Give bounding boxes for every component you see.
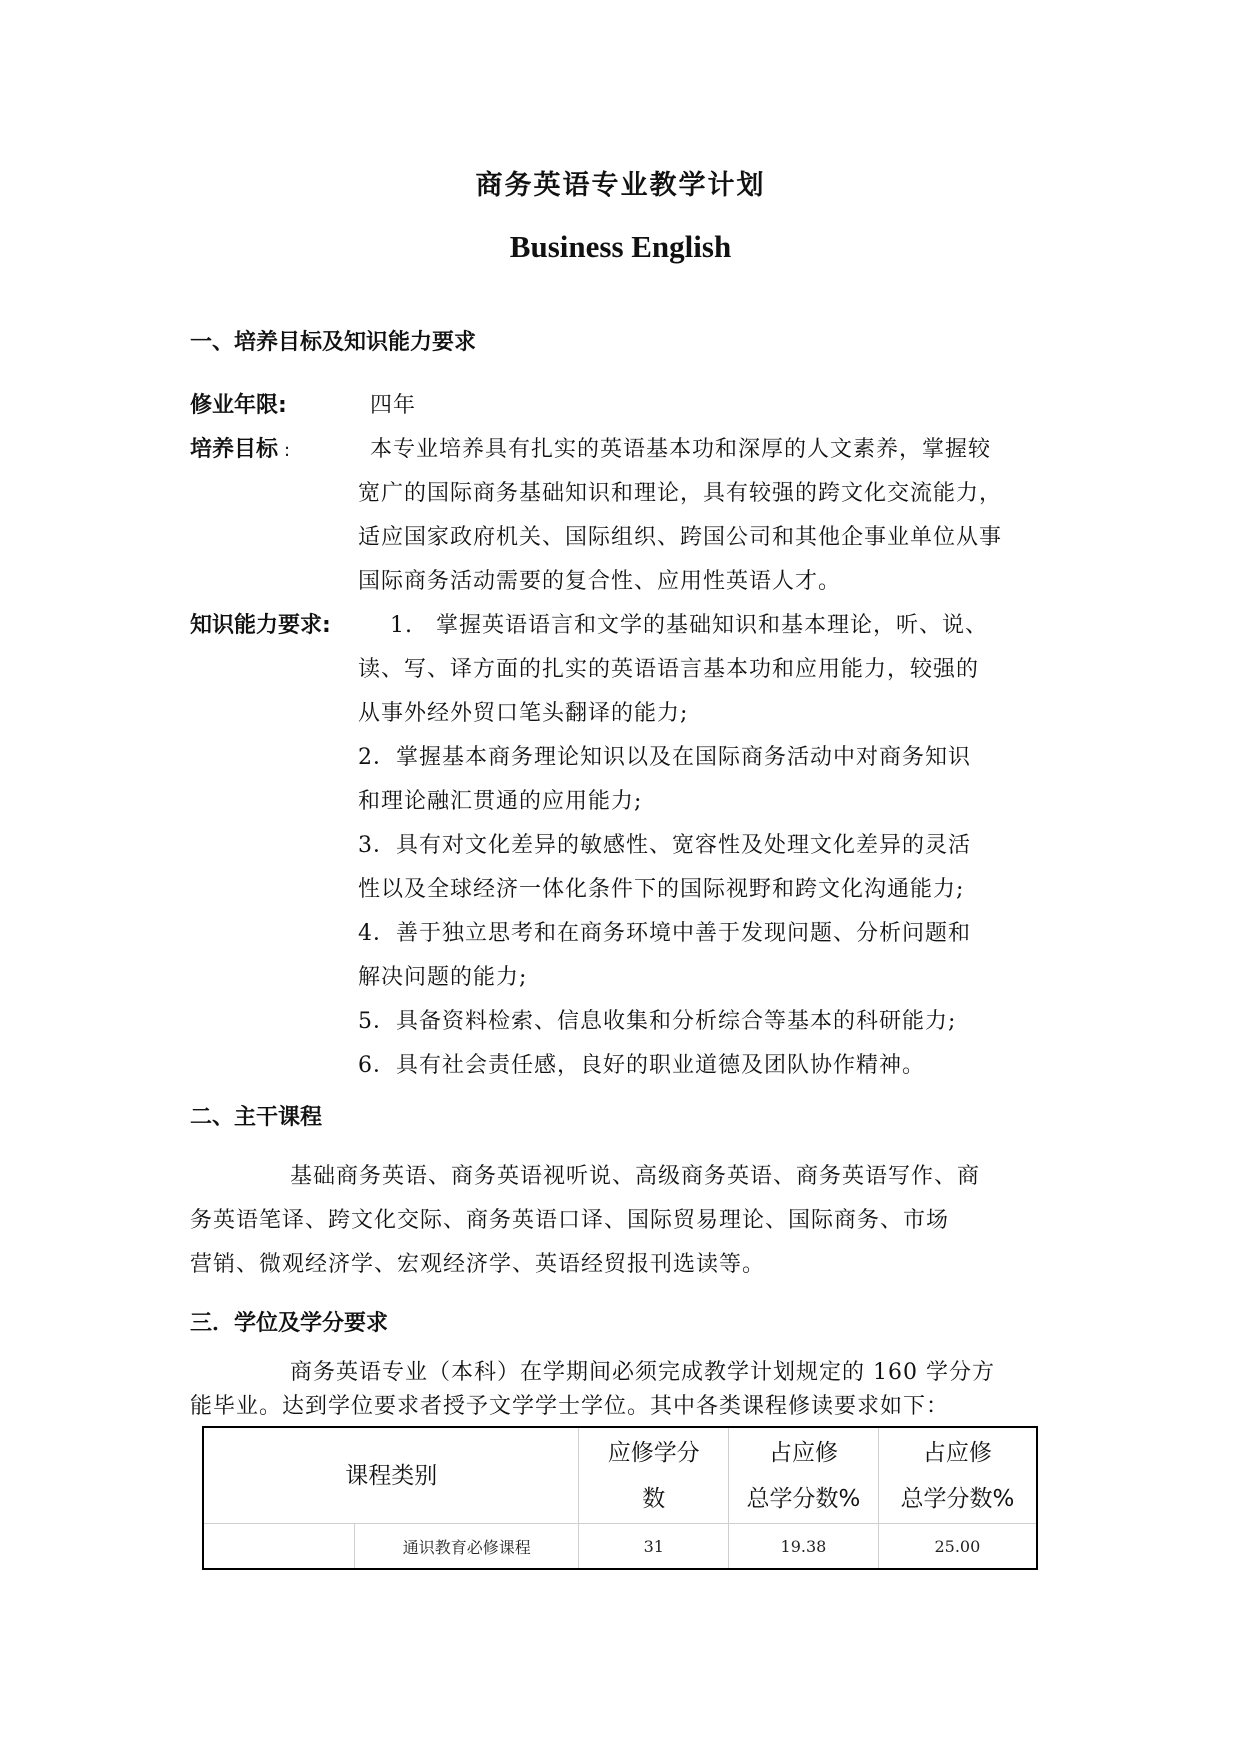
degree-line: 能毕业。达到学位要求者授予文学学士学位。其中各类课程修读要求如下： (190, 1394, 950, 1419)
course-line: 营销、微观经济学、宏观经济学、英语经贸报刊选读等。 (190, 1252, 766, 1277)
table-cell-credits: 31 (579, 1524, 729, 1570)
goal-line: 宽广的国际商务基础知识和理论，具有较强的跨文化交流能力， (358, 481, 1003, 506)
requirement-line: 6．具有社会责任感，良好的职业道德及团队协作精神。 (358, 1053, 925, 1078)
table-cell-pct-a: 19.38 (729, 1524, 879, 1570)
requirement-line: 1. 掌握英语语言和文学的基础知识和基本理论，听、说、 (390, 613, 988, 638)
table-cell-group (203, 1524, 355, 1570)
requirement-line: 读、写、译方面的扎实的英语语言基本功和应用能力，较强的 (358, 657, 980, 682)
course-line: 务英语笔译、跨文化交际、商务英语口译、国际贸易理论、国际商务、市场 (190, 1208, 950, 1233)
header-credits-line1: 应修学分 (607, 1439, 700, 1466)
table-cell-pct-b: 25.00 (878, 1524, 1037, 1570)
header-pct-a-line2: 总学分数% (746, 1485, 861, 1512)
header-pct-a (729, 1427, 879, 1524)
document-title-en: Business English (509, 229, 732, 264)
table-header-row (203, 1427, 1037, 1524)
goal-line: 本专业培养具有扎实的英语基本功和深厚的人文素养，掌握较 (370, 437, 992, 462)
duration-label: 修业年限: (190, 393, 287, 418)
duration-value: 四年 (370, 393, 417, 418)
requirement-line: 和理论融汇贯通的应用能力; (358, 789, 643, 814)
table-row (203, 1524, 1037, 1570)
section1-heading: 一、培养目标及知识能力要求 (190, 330, 477, 355)
requirement-line: 4．善于独立思考和在商务环境中善于发现问题、分析问题和 (358, 921, 971, 946)
header-pct-b-line2: 总学分数% (900, 1485, 1015, 1512)
header-pct-b (878, 1427, 1037, 1524)
degree-line: 商务英语专业（本科）在学期间必须完成教学计划规定的 160 学分方 (290, 1360, 995, 1385)
header-required-credits (579, 1427, 729, 1524)
requirement-line: 从事外经外贸口笔头翻译的能力; (358, 701, 689, 726)
header-course-category: 课程类别 (203, 1427, 579, 1524)
header-credits-line2: 数 (642, 1485, 666, 1512)
credit-requirements-table (202, 1426, 1038, 1570)
goal-line: 适应国家政府机关、国际组织、跨国公司和其他企事业单位从事 (358, 525, 1003, 550)
goal-label-text: 培养目标 (190, 437, 279, 462)
goal-line: 国际商务活动需要的复合性、应用性英语人才。 (358, 569, 842, 594)
header-pct-a-line1: 占应修 (768, 1439, 838, 1466)
requirement-line: 性以及全球经济一体化条件下的国际视野和跨文化沟通能力; (358, 877, 965, 902)
course-line: 基础商务英语、商务英语视听说、高级商务英语、商务英语写作、商 (290, 1164, 981, 1189)
goal-label-colon: : (284, 440, 291, 461)
section3-heading: 三．学位及学分要求 (190, 1311, 389, 1336)
section2-heading: 二、主干课程 (190, 1105, 323, 1130)
header-pct-b-line1: 占应修 (922, 1439, 992, 1466)
requirement-line: 5．具备资料检索、信息收集和分析综合等基本的科研能力; (358, 1009, 957, 1034)
requirements-label: 知识能力要求: (190, 613, 331, 638)
document-title-cn: 商务英语专业教学计划 (475, 170, 766, 201)
goal-label (190, 432, 290, 463)
table-cell-category: 通识教育必修课程 (355, 1524, 579, 1570)
requirement-line: 解决问题的能力; (358, 965, 528, 990)
requirement-line: 3．具有对文化差异的敏感性、宽容性及处理文化差异的灵活 (358, 833, 971, 858)
requirement-line: 2．掌握基本商务理论知识以及在国际商务活动中对商务知识 (358, 745, 971, 770)
